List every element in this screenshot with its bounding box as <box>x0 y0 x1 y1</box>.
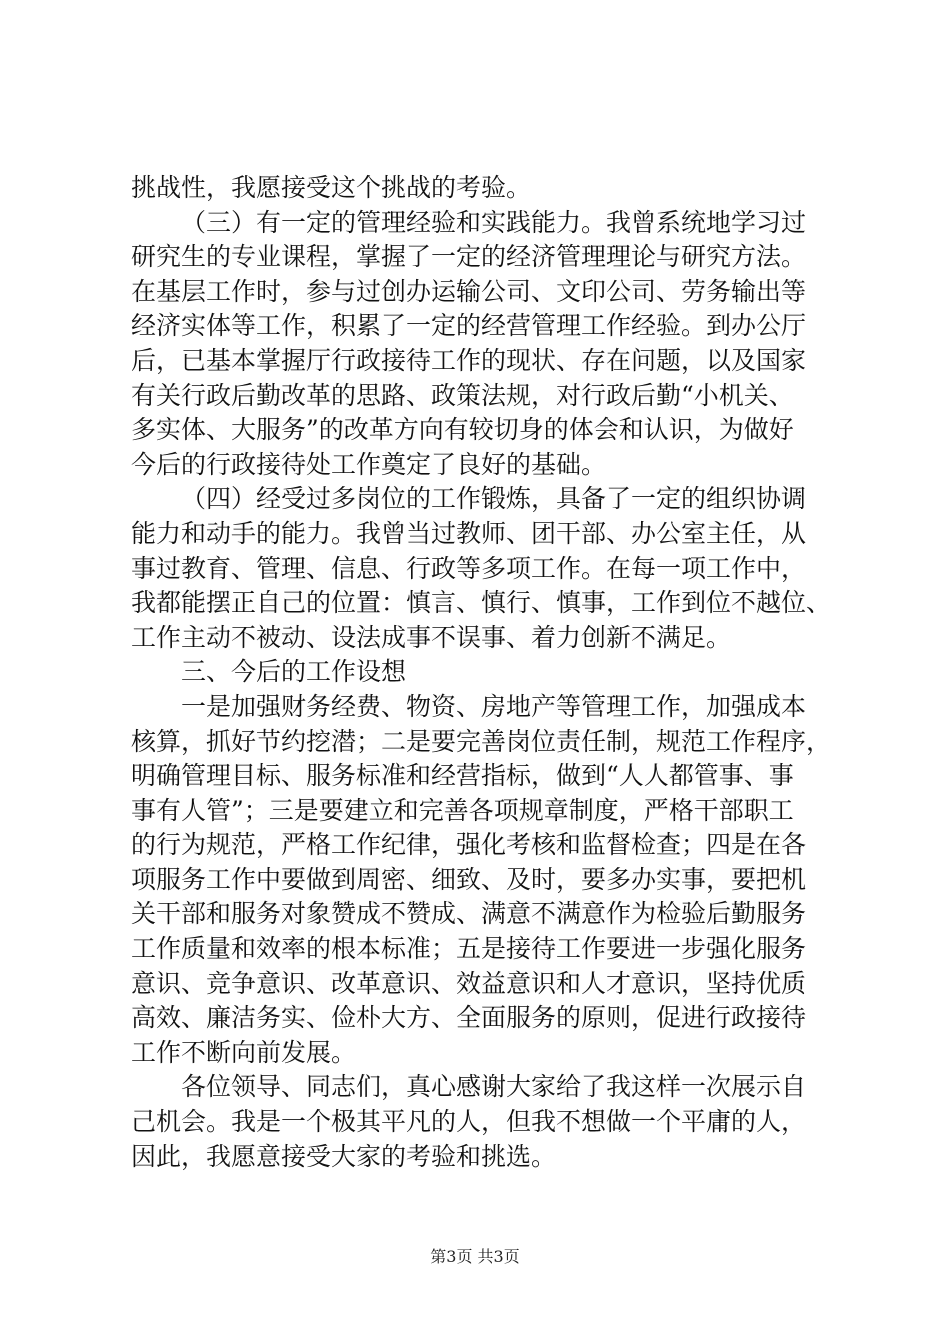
text-line: 工作不断向前发展。 <box>131 1037 357 1067</box>
text-line: 工作主动不被动、设法成事不误事、着力创新不满足。 <box>131 622 732 652</box>
text-line: 高效、廉洁务实、俭朴大方、全面服务的原则，促进行政接待 <box>131 1003 807 1033</box>
text-line: 一是加强财务经费、物资、房地产等管理工作，加强成本 <box>181 691 807 721</box>
text-line: 研究生的专业课程，掌握了一定的经济管理理论与研究方法。 <box>131 242 807 272</box>
text-line: 三、今后的工作设想 <box>181 657 407 687</box>
text-line: 在基层工作时，参与过创办运输公司、文印公司、劳务输出等 <box>131 276 807 306</box>
text-line: 明确管理目标、服务标准和经营指标，做到“人人都管事、事 <box>131 761 794 791</box>
text-line: 己机会。我是一个极其平凡的人，但我不想做一个平庸的人， <box>131 1107 807 1137</box>
text-line: 的行为规范，严格工作纪律，强化考核和监督检查；四是在各 <box>131 830 807 860</box>
page-number-footer: 第3页 共3页 <box>430 1247 520 1266</box>
text-line: 多实体、大服务”的改革方向有较切身的体会和认识，为做好 <box>131 415 794 445</box>
text-line: 挑战性，我愿接受这个挑战的考验。 <box>131 173 532 202</box>
text-line: 经济实体等工作，积累了一定的经营管理工作经验。到办公厅 <box>131 311 807 341</box>
text-line: 核算，抓好节约挖潜；二是要完善岗位责任制，规范工作程序， <box>131 726 831 756</box>
text-line: 事过教育、管理、信息、行政等多项工作。在每一项工作中， <box>131 553 807 583</box>
text-line: 各位领导、同志们，真心感谢大家给了我这样一次展示自 <box>181 1072 807 1102</box>
text-line: 项服务工作中要做到周密、细致、及时，要多办实事，要把机 <box>131 864 807 894</box>
text-line: 能力和动手的能力。我曾当过教师、团干部、办公室主任，从 <box>131 518 807 548</box>
text-line: （三）有一定的管理经验和实践能力。我曾系统地学习过 <box>181 207 807 237</box>
text-line: 今后的行政接待处工作奠定了良好的基础。 <box>131 449 607 479</box>
text-line: 事有人管”；三是要建立和完善各项规章制度，严格干部职工 <box>131 795 794 825</box>
text-line: 关干部和服务对象赞成不赞成、满意不满意作为检验后勤服务 <box>131 899 807 929</box>
text-line: 后，已基本掌握厅行政接待工作的现状、存在问题，以及国家 <box>131 345 807 375</box>
document-body <box>131 171 831 1174</box>
text-line: 因此，我愿意接受大家的考验和挑选。 <box>131 1141 557 1171</box>
text-line: 意识、竞争意识、改革意识、效益意识和人才意识，坚持优质 <box>131 968 807 998</box>
text-line: （四）经受过多岗位的工作锻炼，具备了一定的组织协调 <box>181 484 807 514</box>
text-line: 我都能摆正自己的位置：慎言、慎行、慎事，工作到位不越位、 <box>131 588 831 618</box>
text-line: 有关行政后勤改革的思路、政策法规，对行政后勤“小机关、 <box>131 380 794 410</box>
text-line: 工作质量和效率的根本标准；五是接待工作要进一步强化服务 <box>131 934 807 964</box>
